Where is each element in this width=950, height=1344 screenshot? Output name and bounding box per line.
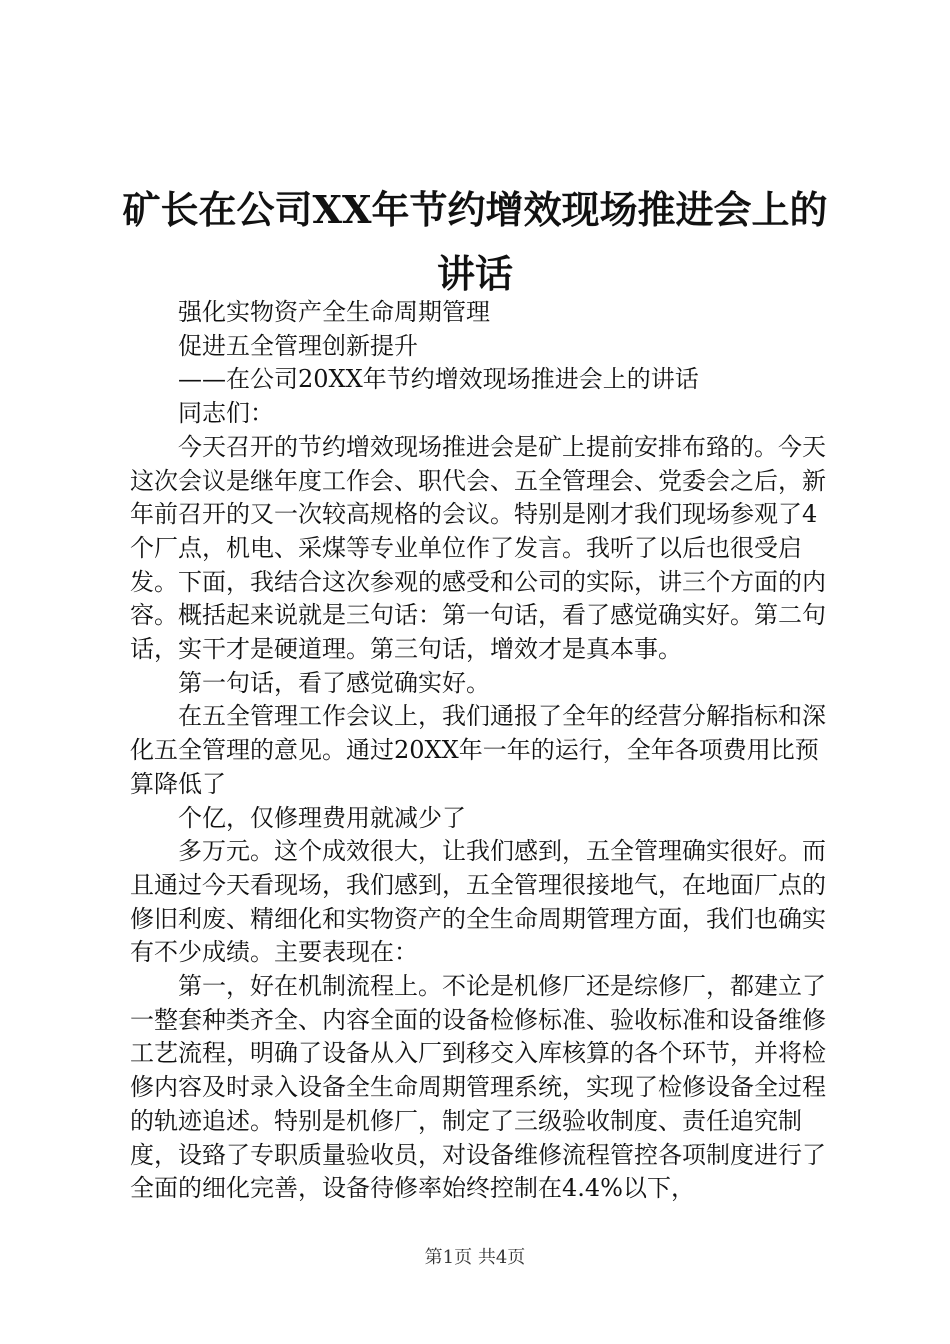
- paragraph: 第一句话，看了感觉确实好。: [178, 668, 490, 697]
- document-body: [130, 296, 830, 1206]
- paragraph: 第一，好在机制流程上。不论是机修厂还是综修厂，都建立了一整套种类齐全、内容全面的设备检修标准、验收标准和设备维修工艺流程，明确了设备从入厂到移交入库核算的各个环节，并将检修内容及时录入设备全生命周期管理系统，实现了检修设备全过程的轨迹追述。特别是机修厂，制定了三级验收制度、责任追究制度，设臵了专职质量验收员，对设备维修流程管控各项制度进行了全面的细化完善，设备待修率始终控制在4.4%以下，: [130, 972, 826, 1203]
- document-title: 矿长在公司XX年节约增效现场推进会上的讲话: [122, 187, 828, 296]
- paragraph: 今天召开的节约增效现场推进会是矿上提前安排布臵的。今天这次会议是继年度工作会、职代会、五全管理会、党委会之后，新年前召开的又一次较高规格的会议。特别是刚才我们现场参观了4个厂点，机电、采煤等专业单位作了发言。我听了以后也很受启发。下面，我结合这次参观的感受和公司的实际，讲三个方面的内容。概括起来说就是三句话：第一句话，看了感觉确实好。第二句话，实干才是硬道理。第三句话，增效才是真本事。: [130, 432, 826, 664]
- page-footer: 第1页 共4页: [424, 1247, 526, 1268]
- subtitle-line: 强化实物资产全生命周期管理: [178, 298, 490, 326]
- paragraph: 多万元。这个成效很大，让我们感到，五全管理确实很好。而且通过今天看现场，我们感到，五全管理很接地气，在地面厂点的修旧利废、精细化和实物资产的全生命周期管理方面，我们也确实有不少成绩。主要表现在：: [130, 837, 826, 967]
- paragraph: 个亿，仅修理费用就减少了: [178, 803, 466, 832]
- subtitle-line: ——在公司20XX年节约增效现场推进会上的讲话: [178, 365, 699, 394]
- salutation: 同志们：: [178, 399, 274, 428]
- paragraph: 在五全管理工作会议上，我们通报了全年的经营分解指标和深化五全管理的意见。通过20XX年一年的运行，全年各项费用比预算降低了: [130, 702, 826, 798]
- subtitle-line: 促进五全管理创新提升: [178, 331, 418, 360]
